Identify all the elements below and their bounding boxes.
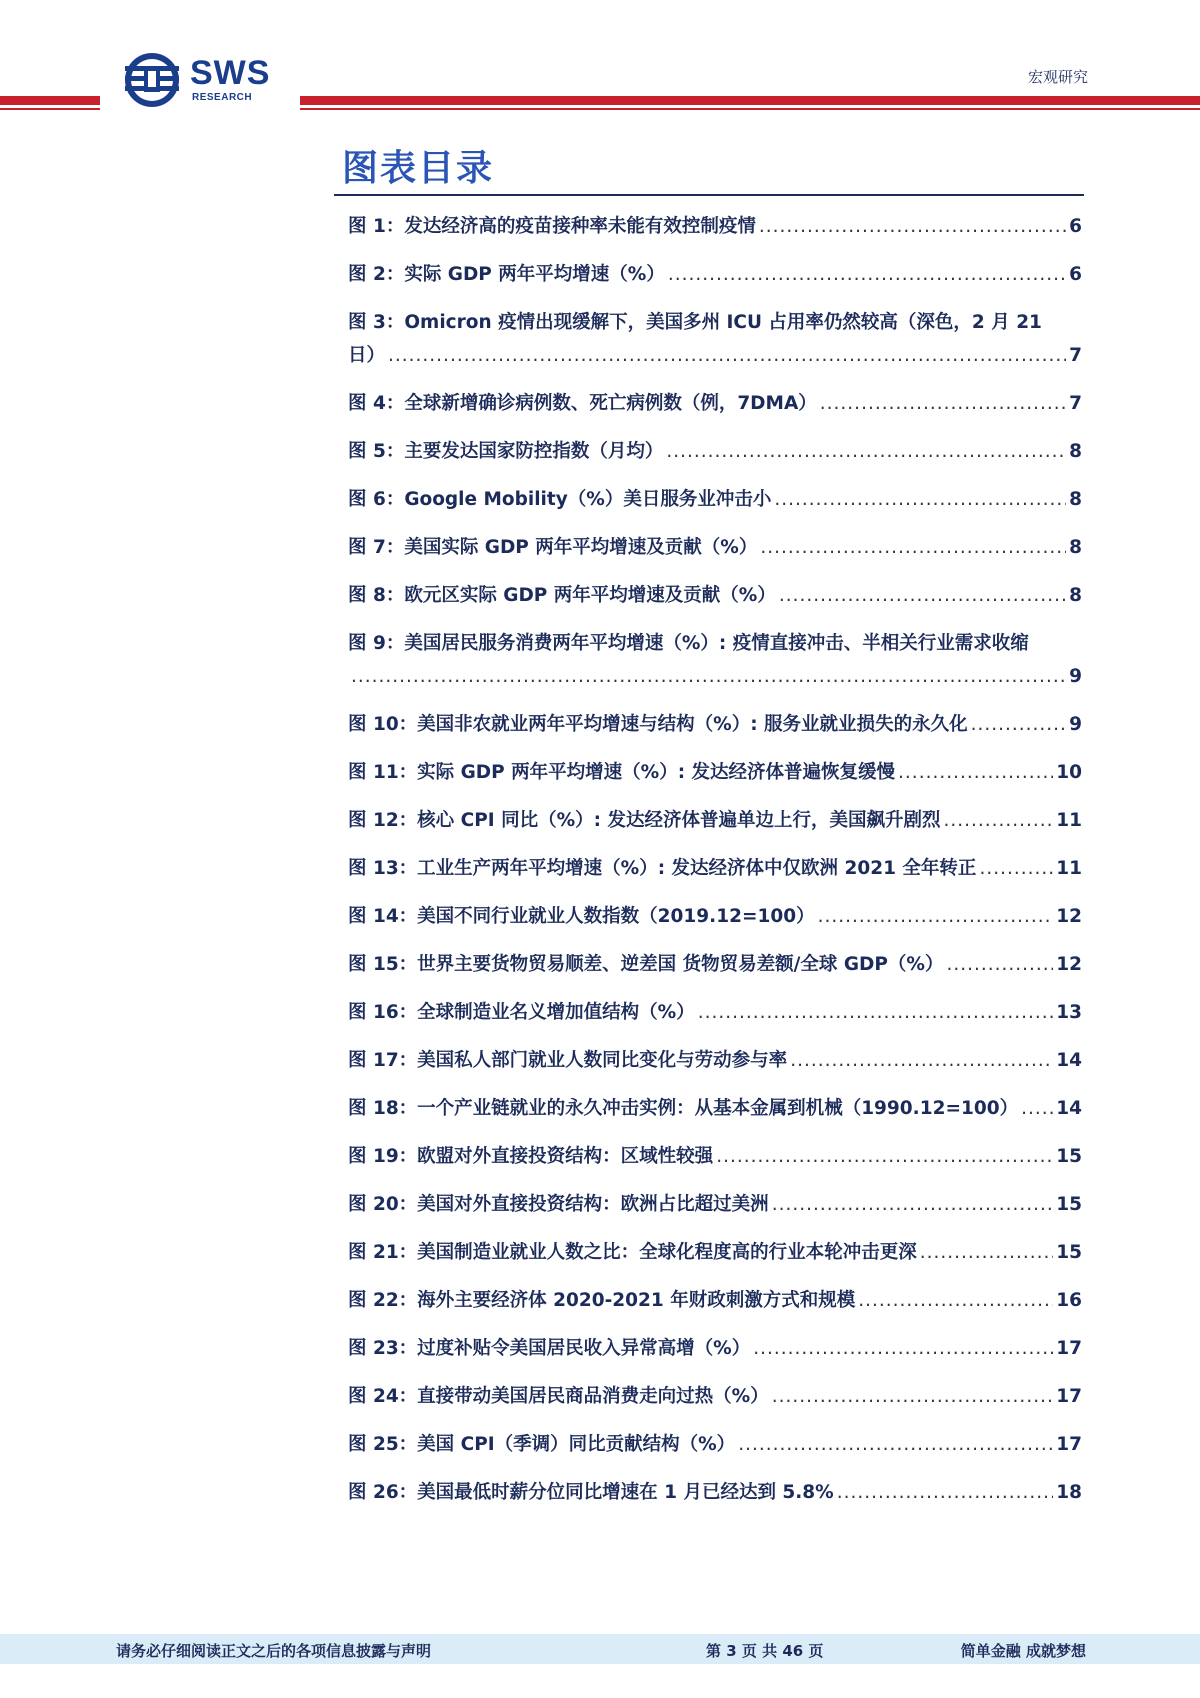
toc-entry[interactable] [348,948,1082,981]
logo-subtext: RESEARCH [192,92,253,103]
toc-entry[interactable] [348,1284,1082,1317]
toc-entry[interactable] [348,1140,1082,1173]
toc-leader-dots [979,852,1053,885]
toc-entry-label: 图 5：主要发达国家防控指数（月均） [348,441,664,462]
toc-entry-label: 图 22：海外主要经济体 2020-2021 年财政刺激方式和规模 [348,1290,856,1311]
toc-entry-page: 12 [1056,954,1082,975]
toc-leader-dots [668,258,1066,291]
toc-leader-dots [920,1236,1054,1269]
toc-entry[interactable] [348,210,1082,243]
toc-entry-page: 8 [1069,585,1082,606]
toc-entry-page: 15 [1056,1242,1082,1263]
footer-page-info: 第 3 页 共 46 页 [706,1642,824,1660]
toc-entry[interactable] [348,435,1082,468]
toc-entry[interactable] [348,708,1082,741]
toc-entry-label: 图 24：直接带动美国居民商品消费走向过热（%） [348,1386,769,1407]
toc-entry[interactable] [348,1380,1082,1413]
sws-logo [122,52,282,108]
toc-entry[interactable] [348,483,1082,516]
toc-entry-page: 14 [1056,1050,1082,1071]
toc-entry[interactable] [348,1476,1082,1509]
toc-leader-dots [738,1428,1053,1461]
toc-entry[interactable] [348,1044,1082,1077]
toc-entry-label: 图 20：美国对外直接投资结构：欧洲占比超过美洲 [348,1194,769,1215]
toc-entry-page: 16 [1056,1290,1082,1311]
toc-leader-dots [818,900,1054,933]
toc-entry-label-cont: 日） [348,345,386,366]
footer-bar [0,1634,1200,1664]
toc-leader-dots [772,1188,1054,1221]
toc-entry-page: 18 [1056,1482,1082,1503]
toc-entry[interactable] [348,387,1082,420]
sws-globe-icon [122,52,182,108]
toc-entry[interactable] [348,627,1082,693]
toc-leader-dots [759,210,1066,243]
toc-entry-label: 图 6：Google Mobility（%）美日服务业冲击小 [348,489,772,510]
toc-entry[interactable] [348,1092,1082,1125]
toc-leader-dots [351,660,1066,693]
toc-entry-page: 11 [1056,858,1082,879]
toc-entry[interactable] [348,531,1082,564]
header-red-bar-left [0,96,100,105]
toc-entry[interactable] [348,756,1082,789]
toc-leader-dots [760,531,1066,564]
toc-entry-page: 6 [1069,216,1082,237]
toc-leader-dots [971,708,1067,741]
toc-entry-label: 图 26：美国最低时薪分位同比增速在 1 月已经达到 5.8% [348,1482,834,1503]
toc-leader-dots [779,579,1066,612]
toc-entry-label: 图 4：全球新增确诊病例数、死亡病例数（例，7DMA） [348,393,817,414]
toc-leader-dots [753,1332,1053,1365]
toc-entry-page: 12 [1056,906,1082,927]
toc-entry-label: 图 10：美国非农就业两年平均增速与结构（%）: 服务业就业损失的永久化 [348,714,968,735]
toc-entry-page: 13 [1056,1002,1082,1023]
toc-entry-label: 图 14：美国不同行业就业人数指数（2019.12=100） [348,906,815,927]
toc-entry[interactable] [348,804,1082,837]
toc-entry-label: 图 16：全球制造业名义增加值结构（%） [348,1002,695,1023]
toc-leader-dots [388,339,1066,372]
toc-entry-page: 17 [1056,1386,1082,1407]
toc-leader-dots [946,948,1053,981]
toc-entry-page: 14 [1056,1098,1082,1119]
toc-leader-dots [820,387,1066,420]
toc-title: 图表目录 [342,148,495,189]
toc-entry[interactable] [348,1332,1082,1365]
toc-entry-page: 8 [1069,537,1082,558]
toc-leader-dots [666,435,1066,468]
footer-slogan: 简单金融 成就梦想 [960,1642,1086,1660]
toc-entry-page: 8 [1069,441,1082,462]
toc-entry-page: 8 [1069,489,1082,510]
toc-entry-page: 7 [1069,393,1082,414]
toc-entry-label: 图 9：美国居民服务消费两年平均增速（%）: 疫情直接冲击、半相关行业需求收缩 [348,633,1029,654]
toc-leader-dots [790,1044,1053,1077]
toc-leader-dots [943,804,1053,837]
toc-entry-page: 9 [1069,714,1082,735]
toc-entry-label: 图 15：世界主要货物贸易顺差、逆差国 货物贸易差额/全球 GDP（%） [348,954,944,975]
toc-leader-dots [837,1476,1054,1509]
toc-entry-label: 图 17：美国私人部门就业人数同比变化与劳动参与率 [348,1050,788,1071]
toc-entry-page: 6 [1069,264,1082,285]
toc-entry-label: 图 21：美国制造业就业人数之比：全球化程度高的行业本轮冲击更深 [348,1242,917,1263]
toc-entry-label: 图 11：实际 GDP 两年平均增速（%）: 发达经济体普遍恢复缓慢 [348,762,896,783]
toc-leader-dots [698,996,1054,1029]
title-divider [334,194,1084,196]
toc-entry[interactable] [348,996,1082,1029]
toc-entry[interactable] [348,1236,1082,1269]
toc-leader-dots [716,1140,1053,1173]
toc-leader-dots [858,1284,1053,1317]
logo-text: SWS [190,54,271,92]
toc-entry-label: 图 3：Omicron 疫情出现缓解下，美国多州 ICU 占用率仍然较高（深色，2 月 21 [348,312,1042,333]
toc-entry-label: 图 13：工业生产两年平均增速（%）: 发达经济体中仅欧洲 2021 全年转正 [348,858,977,879]
toc-entry-label: 图 12：核心 CPI 同比（%）: 发达经济体普遍单边上行，美国飙升剧烈 [348,810,941,831]
toc-entry-label: 图 25：美国 CPI（季调）同比贡献结构（%） [348,1434,736,1455]
toc-leader-dots [1021,1092,1053,1125]
toc-entry[interactable] [348,579,1082,612]
toc-entry-label: 图 8：欧元区实际 GDP 两年平均增速及贡献（%） [348,585,776,606]
toc-entry[interactable] [348,1188,1082,1221]
toc-entry[interactable] [348,258,1082,291]
toc-entry-page: 10 [1056,762,1082,783]
toc-list [348,210,1082,1524]
toc-entry[interactable] [348,852,1082,885]
toc-entry[interactable] [348,1428,1082,1461]
toc-entry-label: 图 2：实际 GDP 两年平均增速（%） [348,264,665,285]
report-category: 宏观研究 [1027,68,1088,86]
footer-disclaimer: 请务必仔细阅读正文之后的各项信息披露与声明 [116,1642,432,1660]
header-thin-bar-left [0,108,100,110]
toc-entry[interactable] [348,900,1082,933]
toc-entry-label: 图 1：发达经济高的疫苗接种率未能有效控制疫情 [348,216,756,237]
header-red-bar-right [300,96,1200,105]
toc-leader-dots [772,1380,1054,1413]
toc-entry-page: 9 [1069,666,1082,687]
toc-entry-page: 15 [1056,1194,1082,1215]
toc-entry-page: 7 [1069,345,1082,366]
toc-entry-label: 图 19：欧盟对外直接投资结构：区域性较强 [348,1146,714,1167]
toc-entry-page: 15 [1056,1146,1082,1167]
toc-entry-page: 17 [1056,1434,1082,1455]
header-thin-bar-right [300,108,1200,110]
toc-entry-label: 图 7：美国实际 GDP 两年平均增速及贡献（%） [348,537,758,558]
toc-entry-page: 17 [1056,1338,1082,1359]
toc-entry-label: 图 18：一个产业链就业的永久冲击实例：从基本金属到机械（1990.12=100） [348,1098,1019,1119]
toc-entry[interactable] [348,306,1082,372]
toc-leader-dots [898,756,1053,789]
toc-entry-page: 11 [1056,810,1082,831]
toc-leader-dots [774,483,1066,516]
toc-entry-label: 图 23：过度补贴令美国居民收入异常高增（%） [348,1338,751,1359]
